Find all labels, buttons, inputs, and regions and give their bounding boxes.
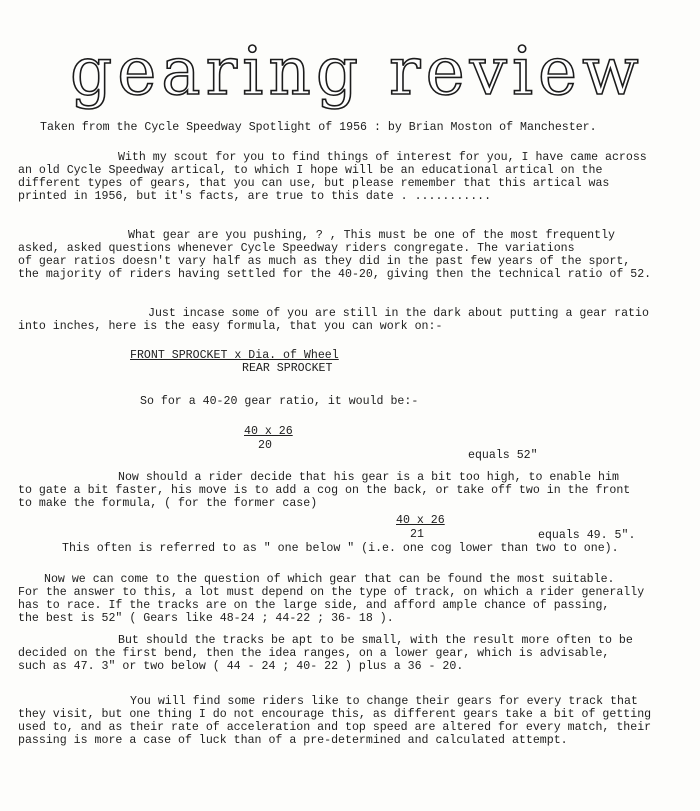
paragraph-line: used to, and as their rate of acceleration and top speed are altered for every match, their bbox=[18, 721, 652, 734]
example2-denominator: 21 bbox=[410, 528, 424, 541]
paragraph-line: the majority of riders having settled for the 40-20, giving then the technical ratio of 52. bbox=[18, 268, 652, 281]
paragraph-line: With my scout for you to find things of interest for you, I have came across bbox=[118, 151, 647, 164]
example2-result: equals 49. 5". bbox=[538, 529, 636, 542]
formula-denominator: REAR SPROCKET bbox=[242, 362, 333, 375]
paragraph-line: the best is 52" ( Gears like 48-24 ; 44-22 ; 36- 18 ). bbox=[18, 612, 394, 625]
paragraph-line: decided on the first bend, then the idea ranges, on a lower gear, which is advisable, bbox=[18, 647, 610, 660]
paragraph-line: an old Cycle Speedway artical, to which I hope will be an educational artical on the bbox=[18, 164, 603, 177]
paragraph-line: they visit, but one thing I do not encourage this, as different gears take a bit of getting bbox=[18, 708, 652, 721]
paragraph-line: printed in 1956, but it's facts, are true to this date . ........... bbox=[18, 190, 492, 203]
byline: Taken from the Cycle Speedway Spotlight of 1956 : by Brian Moston of Manchester. bbox=[40, 121, 597, 134]
paragraph-line: different types of gears, that you can use, but please remember that this artical was bbox=[18, 177, 610, 190]
paragraph-line: For the answer to this, a lot must depend on the type of track, on which a rider generally bbox=[18, 586, 645, 599]
paragraph-line: But should the tracks be apt to be small, with the result more often to be bbox=[118, 634, 633, 647]
paragraph-line: to make the formula, ( for the former case) bbox=[18, 497, 318, 510]
example1-result: equals 52" bbox=[468, 449, 538, 462]
example-intro: So for a 40-20 gear ratio, it would be:- bbox=[140, 395, 419, 408]
example1-numerator: 40 x 26 bbox=[244, 425, 293, 438]
paragraph-line: Now should a rider decide that his gear is a bit too high, to enable him bbox=[118, 471, 619, 484]
paragraph-line: of gear ratios doesn't vary half as much as they did in the past few years of the sport, bbox=[18, 255, 631, 268]
paragraph-line: to gate a bit faster, his move is to add a cog on the back, or take off two in the front bbox=[18, 484, 631, 497]
formula-numerator: FRONT SPROCKET x Dia. of Wheel bbox=[130, 349, 339, 362]
paragraph-line: Just incase some of you are still in the dark about putting a gear ratio bbox=[148, 307, 649, 320]
paragraph-line: such as 47. 3" or two below ( 44 - 24 ; 40- 22 ) plus a 36 - 20. bbox=[18, 660, 464, 673]
example1-denominator: 20 bbox=[258, 439, 272, 452]
paragraph-line: What gear are you pushing, ? , This must be one of the most frequently bbox=[128, 229, 616, 242]
page-title: gearing review bbox=[70, 33, 644, 110]
example2-numerator: 40 x 26 bbox=[396, 514, 445, 527]
paragraph-line: passing is more a case of luck than of a pre-determined and calculated attempt. bbox=[18, 734, 568, 747]
paragraph-line: You will find some riders like to change their gears for every track that bbox=[130, 695, 638, 708]
paragraph-line: into inches, here is the easy formula, that you can work on:- bbox=[18, 320, 443, 333]
paragraph-line: asked, asked questions whenever Cycle Speedway riders congregate. The variations bbox=[18, 242, 575, 255]
paragraph-line: Now we can come to the question of which gear that can be found the most suitable. bbox=[44, 573, 615, 586]
paragraph-line: has to race. If the tracks are on the large side, and afford ample chance of passing, bbox=[18, 599, 610, 612]
one-below-note: This often is referred to as " one below " (i.e. one cog lower than two to one). bbox=[62, 542, 619, 555]
